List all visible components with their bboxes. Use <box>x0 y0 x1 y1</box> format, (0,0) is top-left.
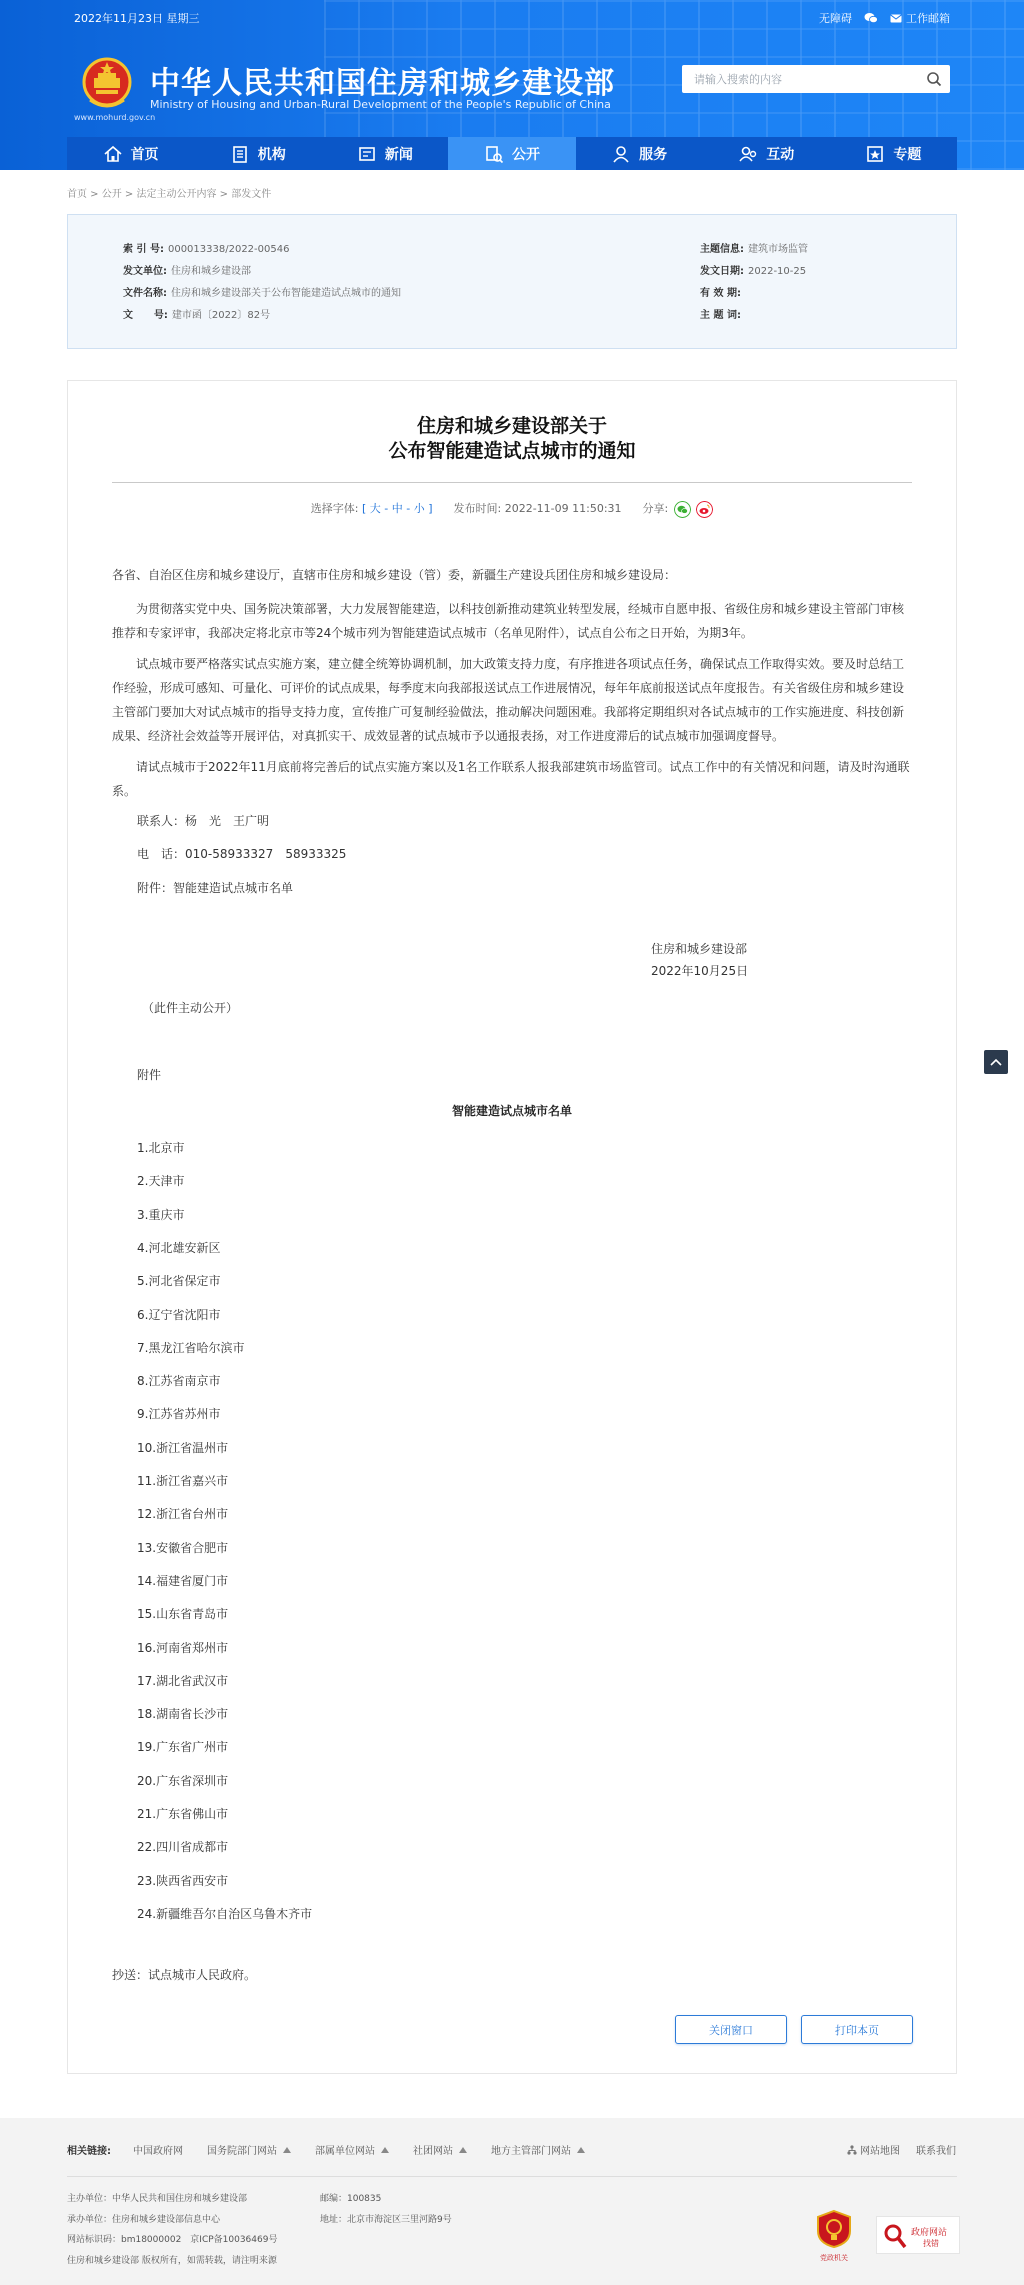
article-info-bar <box>68 500 956 518</box>
breadcrumb-statutory[interactable]: 法定主动公开内容 <box>136 189 217 200</box>
party-gov-badge[interactable] <box>814 2209 854 2262</box>
nav-item-home[interactable] <box>67 137 194 170</box>
footer-divider <box>67 2176 957 2177</box>
share-weibo-icon[interactable] <box>696 501 713 518</box>
triangle-up-icon <box>459 2147 467 2153</box>
party-gov-emblem-icon <box>814 2209 854 2249</box>
paragraph-3: 请试点城市于2022年11月底前将完善后的试点实施方案以及1名工作联系人报我部建筑市场监管司。试点工作中的有关情况和问题，请及时沟通联系。 <box>112 760 910 798</box>
party-gov-badge-text: 党政机关 <box>820 2254 848 2262</box>
city-list-item: 7.黑龙江省哈尔滨市 <box>137 1340 245 1355</box>
footer-undertaker: 承办单位：住房和城乡建设部信息中心 <box>67 2215 221 2225</box>
triangle-up-icon <box>577 2147 585 2153</box>
city-list-item: 16.河南省郑州市 <box>137 1640 229 1655</box>
city-list-item: 5.河北省保定市 <box>137 1274 221 1289</box>
meta-docno: 文 号: 建市函〔2022〕82号 <box>123 310 271 321</box>
nav-item-interaction[interactable] <box>703 137 830 170</box>
city-list-item: 20.广东省深圳市 <box>137 1773 229 1788</box>
related-link-local[interactable]: 地方主管部门网站 <box>491 2142 585 2157</box>
site-footer <box>0 2118 1024 2285</box>
annex-label: 附件 <box>137 1068 162 1082</box>
city-list-item: 22.四川省成都市 <box>137 1840 229 1855</box>
topic-icon <box>865 144 885 164</box>
site-url: www.mohurd.gov.cn <box>74 113 156 122</box>
mail-icon <box>890 14 902 23</box>
nav-label: 互动 <box>766 146 795 163</box>
article-title-line1: 住房和城乡建设部关于 <box>416 415 607 437</box>
wechat-icon[interactable] <box>864 12 878 24</box>
nav-label: 专题 <box>893 146 922 163</box>
paragraph-1: 为贯彻落实党中央、国务院决策部署，大力发展智能建造，以科技创新推动建筑业转型发展，经城市自愿申报、省级住房和城乡建设主管部门审核推荐和专家评审，我部决定将北京市等24个城市列为智能建造试点城市（名单见附件），试点自公布之日开始，为期3年。 <box>112 602 905 640</box>
document-meta-panel <box>67 214 957 349</box>
publish-label: 发布时间: <box>453 502 502 515</box>
city-list-item: 1.北京市 <box>137 1141 185 1155</box>
breadcrumb: 首页 > 公开 > 法定主动公开内容 > 部发文件 <box>67 189 272 200</box>
nav-label: 公开 <box>511 146 540 163</box>
title-divider <box>112 482 912 483</box>
paragraph-2: 试点城市要严格落实试点实施方案，建立健全统筹协调机制，加大政策支持力度，有序推进各项试点任务，确保试点工作取得实效。要及时总结工作经验，形成可感知、可量化、可评价的试点成果，每季度末向我部报送试点工作进展情况，每年年底前报送试点年度报告。有关省级住房和城乡建设主管部门要加大对试点城市的指导支持力度，宣传推广可复制经验做法，推动解决问题困难。我部将定期组织对各试点城市的工作实施进度、科技创新成果、经济社会效益等开展评估，对真抓实干、成效显著的试点城市予以通报表扬，对工作进度滞后的试点城市加强调度督导。 <box>112 657 905 743</box>
city-list-item: 18.湖南省长沙市 <box>137 1707 229 1722</box>
footer-copyright: 住房和城乡建设部 版权所有，如需转载，请注明来源 <box>67 2256 277 2266</box>
triangle-up-icon <box>283 2147 291 2153</box>
nav-item-topics[interactable] <box>830 137 957 170</box>
work-mail-link[interactable] <box>890 10 950 26</box>
footer-sponsor: 主办单位：中华人民共和国住房和城乡建设部 <box>67 2194 248 2204</box>
font-size-label: 选择字体: <box>310 502 359 515</box>
close-window-button[interactable]: 关闭窗口 <box>675 2015 787 2044</box>
breadcrumb-public[interactable]: 公开 <box>101 189 122 200</box>
top-links <box>819 10 950 26</box>
annex-title: 智能建造试点城市名单 <box>451 1104 572 1118</box>
cc-line: 抄送：试点城市人民政府。 <box>112 1968 257 1982</box>
nav-item-news[interactable] <box>321 137 448 170</box>
chevron-up-icon <box>990 1058 1002 1066</box>
contact-us-link[interactable]: 联系我们 <box>916 2146 956 2157</box>
nav-item-public[interactable] <box>448 137 575 170</box>
print-page-button[interactable]: 打印本页 <box>801 2015 913 2044</box>
city-list-item: 19.广东省广州市 <box>137 1740 229 1755</box>
related-links-label: 相关链接: <box>67 2146 111 2157</box>
magnifier-icon <box>883 2223 907 2249</box>
signature-org: 住房和城乡建设部 <box>651 942 748 956</box>
gov-site-badge-sub: 找错 <box>923 2239 939 2248</box>
search-icon[interactable] <box>926 71 942 87</box>
related-link-subordinate[interactable]: 部属单位网站 <box>315 2142 389 2157</box>
work-mail-label: 工作邮箱 <box>906 12 950 25</box>
city-list-item: 4.河北雄安新区 <box>137 1240 221 1255</box>
gov-site-badge-title: 政府网站 <box>911 2228 948 2238</box>
interact-icon <box>738 144 758 164</box>
city-list-item: 9.江苏省苏州市 <box>137 1407 221 1422</box>
article-title-line2: 公布智能建造试点城市的通知 <box>388 440 636 462</box>
city-list-item: 13.安徽省合肥市 <box>137 1540 229 1555</box>
article-container <box>67 380 957 2074</box>
font-size-selector[interactable]: [ 大 - 中 - 小 ] <box>361 502 433 515</box>
nav-item-organization[interactable] <box>194 137 321 170</box>
service-icon <box>611 144 631 164</box>
nav-label: 机构 <box>257 146 286 163</box>
nav-label: 首页 <box>130 146 159 163</box>
open-info-icon <box>484 144 504 164</box>
related-link-associations[interactable]: 社团网站 <box>413 2142 467 2157</box>
site-header <box>0 0 1024 170</box>
footer-address: 地址：北京市海淀区三里河路9号 <box>320 2215 452 2225</box>
news-icon <box>357 144 377 164</box>
search-input[interactable] <box>682 65 918 93</box>
city-list-item: 11.浙江省嘉兴市 <box>137 1474 229 1488</box>
share-wechat-icon[interactable] <box>674 501 691 518</box>
city-list-item: 3.重庆市 <box>137 1207 185 1222</box>
breadcrumb-home[interactable]: 首页 <box>67 189 87 200</box>
meta-validity: 有 效 期: <box>700 288 741 299</box>
search-box <box>682 65 950 93</box>
nav-label: 新闻 <box>384 146 413 163</box>
contact-line: 联系人：杨 光 王广明 <box>137 814 270 828</box>
phone-line: 电 话：010-58933327 58933325 <box>137 847 347 861</box>
city-list-item: 2.天津市 <box>137 1174 185 1189</box>
site-title[interactable]: 中华人民共和国住房和城乡建设部 <box>150 66 615 101</box>
breadcrumb-ministry-documents[interactable]: 部发文件 <box>231 189 272 200</box>
top-bar <box>0 0 1024 34</box>
site-subtitle: Ministry of Housing and Urban-Rural Development of the People's Republic of China <box>150 98 611 111</box>
accessibility-link[interactable]: 无障碍 <box>819 12 852 25</box>
meta-issuer: 发文单位: 住房和城乡建设部 <box>123 266 251 277</box>
footer-utility-links <box>847 2142 956 2157</box>
city-list-item: 10.浙江省温州市 <box>137 1440 229 1455</box>
current-date: 2022年11月23日 星期三 <box>74 12 200 25</box>
home-icon <box>103 144 123 164</box>
city-list-item: 6.辽宁省沈阳市 <box>137 1307 221 1322</box>
salutation: 各省、自治区住房和城乡建设厅，直辖市住房和城乡建设（管）委，新疆生产建设兵团住房和城乡建设局： <box>112 568 677 582</box>
city-list-item: 14.福建省厦门市 <box>137 1573 229 1588</box>
nav-item-service[interactable] <box>576 137 703 170</box>
gov-site-error-report-badge[interactable] <box>876 2216 960 2254</box>
city-list-item: 8.江苏省南京市 <box>137 1374 221 1389</box>
city-list-item: 24.新疆维吾尔自治区乌鲁木齐市 <box>137 1906 313 1921</box>
share-label: 分享: <box>642 502 669 515</box>
attachment-line[interactable]: 附件：智能建造试点城市名单 <box>137 881 294 895</box>
building-icon <box>230 144 250 164</box>
city-list-item: 15.山东省青岛市 <box>137 1607 229 1622</box>
public-note: （此件主动公开） <box>142 1001 239 1015</box>
related-link-state-council[interactable]: 国务院部门网站 <box>207 2142 291 2157</box>
triangle-up-icon <box>381 2147 389 2153</box>
national-emblem-icon[interactable] <box>82 56 132 110</box>
sitemap-icon <box>847 2145 857 2155</box>
meta-filename: 文件名称: 住房和城乡建设部关于公布智能建造试点城市的通知 <box>123 288 401 299</box>
meta-index: 索 引 号: 000013338/2022-00546 <box>123 244 290 255</box>
meta-keywords: 主 题 词: <box>700 310 741 321</box>
related-links-bar <box>67 2142 609 2157</box>
main-nav <box>67 137 957 170</box>
signature-date: 2022年10月25日 <box>651 964 749 978</box>
footer-postcode: 邮编：100835 <box>320 2194 382 2204</box>
city-list-item: 12.浙江省台州市 <box>137 1507 229 1522</box>
footer-site-id[interactable]: 网站标识码：bm18000002 京ICP备10036469号 <box>67 2235 278 2245</box>
city-list-item: 17.湖北省武汉市 <box>137 1673 229 1688</box>
nav-label: 服务 <box>639 146 668 163</box>
meta-date: 发文日期: 2022-10-25 <box>700 266 807 277</box>
city-list-item: 23.陕西省西安市 <box>137 1873 229 1888</box>
related-link-gov[interactable]: 中国政府网 <box>133 2146 183 2157</box>
sitemap-link[interactable]: 网站地图 <box>847 2142 900 2157</box>
meta-topic: 主题信息: 建筑市场监管 <box>700 244 808 255</box>
back-to-top-button[interactable] <box>984 1050 1008 1074</box>
city-list-item: 21.广东省佛山市 <box>137 1807 229 1821</box>
publish-time: 2022-11-09 11:50:31 <box>504 502 622 515</box>
